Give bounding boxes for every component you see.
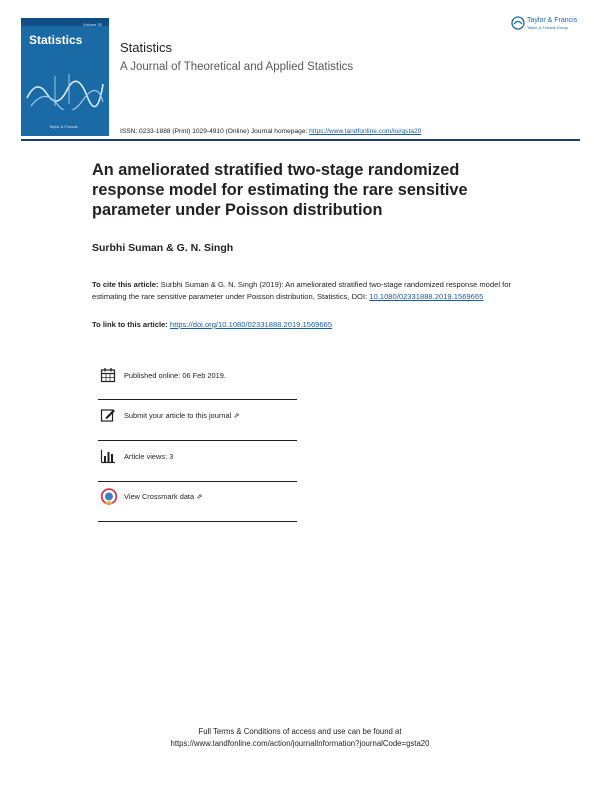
- link-line: [92, 320, 532, 329]
- footer-url[interactable]: https://www.tandfonline.com/action/journalInformation?journalCode=gsta20: [170, 739, 430, 748]
- crossmark-icon: [100, 488, 118, 506]
- crossmark-label: [124, 492, 202, 501]
- calendar-icon: [100, 367, 116, 383]
- row-divider: [98, 481, 297, 482]
- published-label: Published online: 06 Feb 2019.: [124, 371, 226, 380]
- tf-logo-icon: [511, 16, 525, 30]
- journal-cover: [21, 18, 109, 136]
- edit-icon: [100, 407, 116, 423]
- submit-label: [124, 411, 239, 420]
- cover-publisher: Taylor & Francis: [49, 124, 78, 129]
- cover-note: Volume 53: [83, 22, 102, 27]
- crossmark-text: View Crossmark data: [124, 492, 195, 501]
- row-divider: [98, 440, 297, 441]
- issn-line: [120, 128, 421, 135]
- journal-subtitle: A Journal of Theoretical and Applied Statistics: [120, 61, 354, 73]
- cite-text: Surbhi Suman & G. N. Singh (2019): An ameliorated stratified two-stage randomized response model for estimating the rare sensitive parameter under Poisson distribution, Statistics, DOI:: [92, 280, 511, 301]
- publisher-logo-name: Taylor & Francis: [527, 17, 578, 24]
- doi-link[interactable]: 10.1080/02331888.2019.1569665: [369, 291, 484, 301]
- article-authors: Surbhi Suman & G. N. Singh: [92, 242, 234, 254]
- row-divider: [98, 399, 297, 400]
- views-label: Article views: 3: [124, 452, 174, 461]
- header-rule: [21, 139, 580, 141]
- journal-homepage-link[interactable]: https://www.tandfonline.com/loi/gsta20: [309, 128, 422, 135]
- cover-formula-art: [25, 70, 105, 110]
- issn-text: ISSN: 0233-1888 (Print) 1029-4910 (Online) Journal homepage:: [120, 128, 310, 135]
- row-divider: [98, 521, 297, 522]
- link-label: To link to this article:: [92, 320, 170, 329]
- external-link-icon: ⇗: [196, 492, 203, 501]
- cite-label: To cite this article:: [92, 280, 161, 289]
- article-link[interactable]: https://doi.org/10.1080/02331888.2019.1569665: [169, 320, 333, 329]
- submit-text: Submit your article to this journal: [124, 411, 232, 420]
- bar-chart-icon: [100, 448, 116, 464]
- external-link-icon: ⇗: [233, 411, 240, 420]
- publisher-logo-sub: Taylor & Francis Group: [527, 25, 568, 30]
- citation-block: [92, 279, 532, 302]
- article-title: An ameliorated stratified two-stage randomized response model for estimating the rare sensitive parameter under Poisson distribution: [92, 161, 468, 219]
- cover-title: Statistics: [29, 33, 83, 47]
- footer-terms: Full Terms & Conditions of access and use can be found at: [198, 727, 402, 736]
- journal-name: Statistics: [120, 40, 173, 55]
